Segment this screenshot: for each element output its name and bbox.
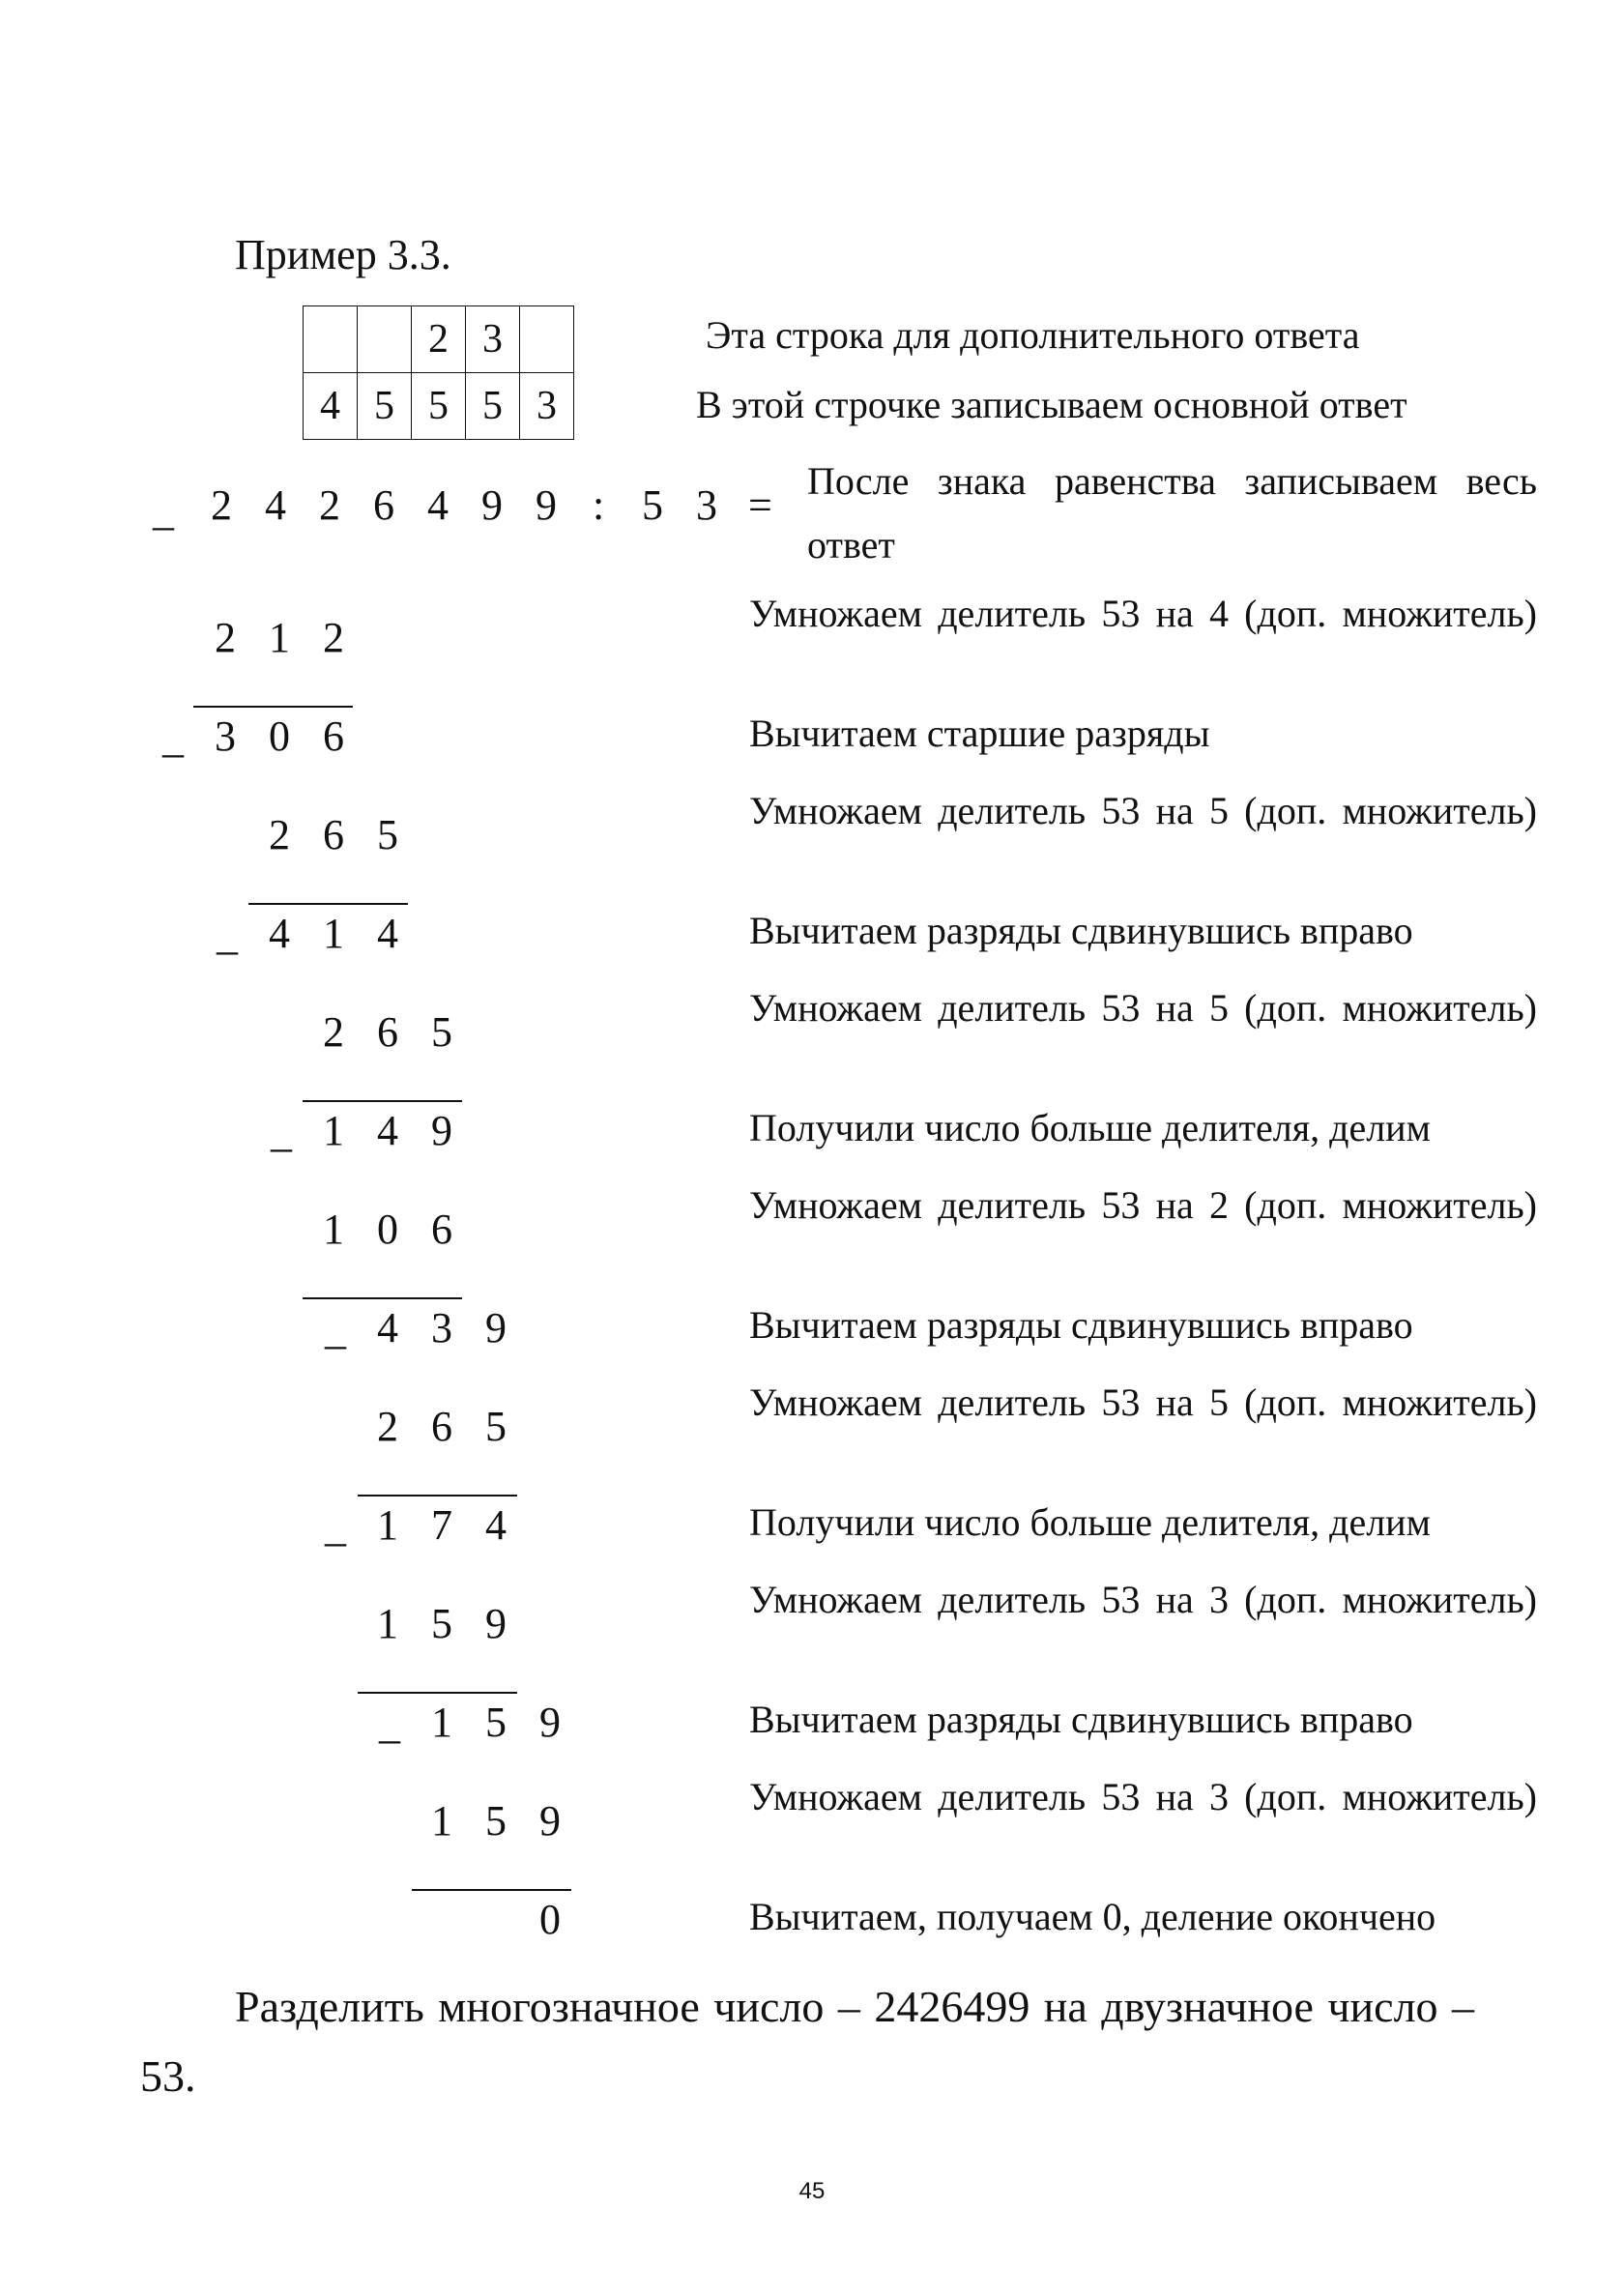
- digit: 2: [323, 1008, 344, 1056]
- subtraction-sign: _: [271, 1109, 292, 1156]
- dividend-digit: 2: [319, 481, 340, 529]
- answer-grid-cell: 5: [466, 373, 520, 440]
- digit: 5: [431, 1008, 452, 1056]
- digit: 1: [431, 1797, 452, 1845]
- digit: 6: [323, 811, 344, 858]
- step-explanation: Умножаем делитель 53 на 3 (доп. множитель): [749, 1775, 1537, 1818]
- step-explanation: Умножаем делитель 53 на 5 (доп. множитель): [749, 789, 1537, 832]
- division-operator: :: [593, 481, 605, 529]
- digit: 1: [269, 614, 290, 661]
- answer-grid-cell: [520, 306, 574, 373]
- digit: 9: [485, 1304, 507, 1351]
- main-answer-row-note: В этой строчке записываем основной ответ: [696, 383, 1407, 426]
- answer-grid-cell: 5: [358, 373, 412, 440]
- dividend-digit: 9: [536, 481, 557, 529]
- digit: 1: [377, 1600, 398, 1647]
- extra-answer-row-note: Эта строка для дополнительного ответа: [706, 313, 1360, 357]
- answer-grid-cell: 5: [412, 373, 466, 440]
- digit: 4: [377, 1107, 398, 1154]
- equals-sign: =: [748, 481, 772, 529]
- digit: 1: [323, 1107, 344, 1154]
- subtraction-sign: _: [162, 714, 184, 762]
- step-explanation: Получили число больше делителя, делим: [749, 1106, 1431, 1149]
- example-heading: Пример 3.3.: [235, 231, 451, 278]
- step-explanation: Вычитаем, получаем 0, деление окончено: [749, 1895, 1436, 1938]
- dividend-digit: 2: [211, 481, 232, 529]
- digit: 5: [485, 1403, 507, 1450]
- digit: 6: [323, 712, 344, 760]
- digit: 2: [215, 614, 236, 661]
- subtraction-sign: _: [325, 1503, 346, 1551]
- step-explanation: Вычитаем старшие разряды: [749, 712, 1210, 755]
- digit: 9: [539, 1699, 561, 1746]
- step-explanation: Вычитаем разряды сдвинувшись вправо: [749, 1303, 1413, 1347]
- step-explanation: Умножаем делитель 53 на 5 (доп. множитель): [749, 986, 1537, 1030]
- digit: 1: [377, 1501, 398, 1549]
- page-number: 45: [798, 2178, 826, 2204]
- answer-grid-cell: 3: [520, 373, 574, 440]
- subtraction-sign: _: [217, 912, 238, 959]
- digit: 4: [269, 910, 290, 957]
- digit: 2: [377, 1403, 398, 1450]
- step-explanation: Вычитаем разряды сдвинувшись вправо: [749, 1698, 1413, 1741]
- step-explanation: Умножаем делитель 53 на 4 (доп. множитель): [749, 592, 1537, 635]
- problem-text: Разделить многозначное число – 2426499 на двузначное число – 53.: [140, 1982, 1474, 2101]
- digit: 5: [485, 1797, 507, 1845]
- dividend-minus-sign: _: [153, 487, 174, 535]
- answer-grid-main-row: [304, 373, 574, 440]
- digit: 3: [215, 712, 236, 760]
- digit: 2: [269, 811, 290, 858]
- problem-statement: [140, 1972, 1474, 2111]
- dividend-digit: 4: [427, 481, 449, 529]
- digit: 0: [269, 712, 290, 760]
- step-explanation: Получили число больше делителя, делим: [749, 1500, 1431, 1544]
- digit: 9: [431, 1107, 452, 1154]
- step-explanation: Умножаем делитель 53 на 5 (доп. множитель): [749, 1381, 1537, 1424]
- step-explanation: Умножаем делитель 53 на 2 (доп. множитель): [749, 1183, 1537, 1227]
- digit: 4: [377, 1304, 398, 1351]
- divisor-digit: 3: [696, 481, 717, 529]
- digit: 9: [485, 1600, 507, 1647]
- digit: 3: [431, 1304, 452, 1351]
- digit: 5: [485, 1699, 507, 1746]
- digit: 5: [431, 1600, 452, 1647]
- digit: 4: [377, 910, 398, 957]
- digit: 0: [539, 1896, 561, 1943]
- digit: 6: [377, 1008, 398, 1056]
- answer-grid-cell: [358, 306, 412, 373]
- answer-grid-cell: 2: [412, 306, 466, 373]
- digit: 6: [431, 1206, 452, 1253]
- digit: 1: [323, 1206, 344, 1253]
- digit: 5: [377, 811, 398, 858]
- subtraction-sign: _: [325, 1306, 346, 1353]
- digit: 2: [323, 614, 344, 661]
- divisor-digit: 5: [642, 481, 663, 529]
- digit: 1: [431, 1699, 452, 1746]
- subtraction-sign: _: [379, 1700, 400, 1748]
- answer-grid-cell: 3: [466, 306, 520, 373]
- digit: 6: [431, 1403, 452, 1450]
- digit: 4: [485, 1501, 507, 1549]
- answer-grid-cell: [304, 306, 358, 373]
- dividend-digit: 9: [481, 481, 503, 529]
- answer-grid-extra-row: [304, 306, 574, 373]
- digit: 9: [539, 1797, 561, 1845]
- digit: 7: [431, 1501, 452, 1549]
- step-explanation: Умножаем делитель 53 на 3 (доп. множитель): [749, 1578, 1537, 1621]
- digit: 0: [377, 1206, 398, 1253]
- answer-grid-cell: 4: [304, 373, 358, 440]
- dividend-digit: 4: [265, 481, 286, 529]
- step-explanation: Вычитаем разряды сдвинувшись вправо: [749, 909, 1413, 952]
- dividend-digit: 6: [373, 481, 394, 529]
- answer-grid: [303, 305, 574, 440]
- digit: 1: [323, 910, 344, 957]
- equals-explanation: После знака равенства записываем весь ответ: [807, 459, 1537, 567]
